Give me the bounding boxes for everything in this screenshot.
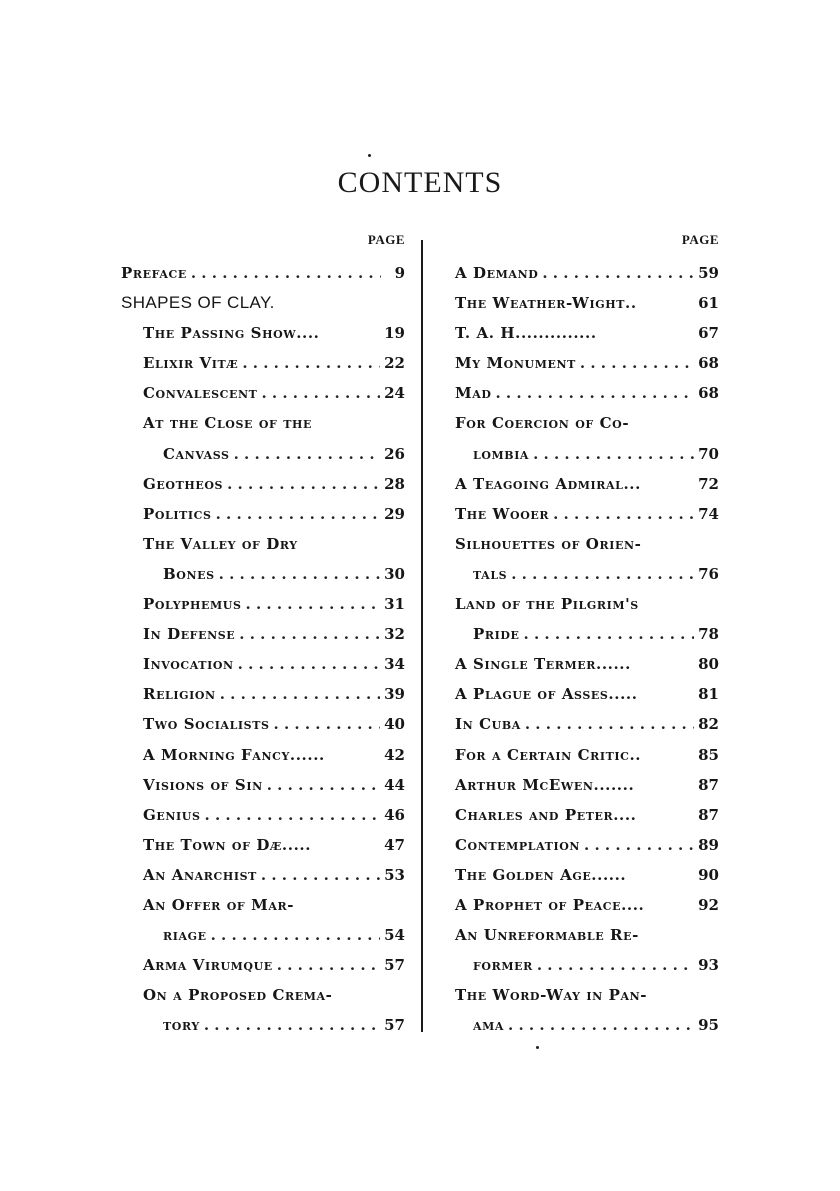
toc-entry <box>455 348 719 378</box>
toc-entry-page: 90 <box>698 865 719 884</box>
toc-entry <box>455 800 719 830</box>
dot-leader <box>525 709 694 739</box>
toc-entry-title: The Word-Way in Pan- <box>455 986 648 1005</box>
toc-entry <box>121 469 405 499</box>
dot-leader <box>277 950 380 980</box>
ornament-dot <box>536 1046 539 1049</box>
toc-entry-page: 46 <box>384 805 405 824</box>
dot-leader <box>204 1010 380 1040</box>
toc-entry-title: Mad <box>455 384 492 403</box>
toc-entry <box>121 499 405 529</box>
dot-leader <box>246 589 381 619</box>
toc-entry <box>121 318 405 348</box>
toc-entry-title: On a Proposed Crema- <box>143 986 333 1005</box>
toc-entry-title: An Anarchist <box>143 865 257 884</box>
toc-entry <box>455 499 719 529</box>
toc-entry-title: Preface <box>121 264 187 282</box>
dot-leader <box>261 378 380 408</box>
toc-entry-title: tals <box>473 564 508 583</box>
toc-entry-page: 19 <box>384 324 405 343</box>
toc-entry <box>455 980 719 1010</box>
toc-entry-page: 68 <box>698 384 719 403</box>
toc-entry-title: Arthur McEwen....... <box>455 775 635 794</box>
toc-entry-page: 76 <box>698 564 719 583</box>
toc-entry-title: A Teagoing Admiral... <box>455 474 641 493</box>
toc-entry-title: For a Certain Critic.. <box>455 745 642 764</box>
toc-entry <box>455 258 719 288</box>
toc-entry-page: 44 <box>384 775 405 794</box>
toc-entry-title: A Morning Fancy...... <box>143 745 325 764</box>
toc-entry-page: 34 <box>384 655 405 674</box>
toc-entry-page: 53 <box>384 865 405 884</box>
toc-entry <box>455 890 719 920</box>
toc-entry-title: riage <box>163 926 207 945</box>
toc-entry-page: 70 <box>698 444 719 463</box>
toc-entry-title: Visions of Sin <box>143 775 263 794</box>
dot-leader <box>234 439 381 469</box>
toc-entry-page: 92 <box>698 895 719 914</box>
page-column-label: PAGE <box>367 232 405 247</box>
toc-entry-title: In Cuba <box>455 715 521 734</box>
toc-entry-title: The Weather-Wight.. <box>455 294 637 313</box>
toc-entry-title: An Unreformable Re- <box>455 926 639 945</box>
toc-entry <box>121 980 405 1010</box>
toc-entry-title: A Prophet of Peace.... <box>455 895 645 914</box>
toc-entry-page: 72 <box>698 474 719 493</box>
dot-leader <box>584 830 694 860</box>
toc-entry-title: Convalescent <box>143 384 258 403</box>
toc-entry-title: former <box>473 956 533 975</box>
dot-leader <box>227 469 380 499</box>
toc-entry <box>121 1010 405 1040</box>
toc-entry-page: 87 <box>698 805 719 824</box>
toc-entry-page: 93 <box>698 956 719 975</box>
toc-entry <box>121 619 405 649</box>
toc-entry-title: Polyphemus <box>143 595 242 614</box>
toc-entry-page: 59 <box>698 264 719 282</box>
column-divider <box>421 240 423 1032</box>
toc-entry <box>121 890 405 920</box>
toc-entry-page: 89 <box>698 835 719 854</box>
toc-entry-title: Geotheos <box>143 474 224 493</box>
toc-entry <box>121 709 405 739</box>
toc-entry-page: 82 <box>698 715 719 734</box>
toc-entry <box>455 830 719 860</box>
toc-entry-title: Politics <box>143 504 212 523</box>
dot-leader <box>211 920 381 950</box>
toc-entry-page: 29 <box>384 504 405 523</box>
toc-entry <box>121 408 405 438</box>
toc-entry-page: 32 <box>384 625 405 644</box>
toc-entry-title: Contemplation <box>455 835 581 854</box>
toc-entry-title: The Valley of Dry <box>143 534 298 553</box>
toc-entry-page: 57 <box>384 1016 405 1035</box>
toc-entry-page: 67 <box>698 324 719 343</box>
ornament-dot <box>368 154 371 157</box>
toc-entry-page: 80 <box>698 655 719 674</box>
toc-entry-title: Elixir Vitæ <box>143 354 239 373</box>
toc-entry-page: 57 <box>384 956 405 975</box>
dot-leader <box>220 679 380 709</box>
dot-leader <box>267 770 380 800</box>
toc-entry-title: T. A. H.............. <box>455 324 597 343</box>
toc-entry <box>455 619 719 649</box>
toc-entry-page: 95 <box>698 1016 719 1035</box>
toc-entry-title: The Passing Show.... <box>143 324 320 343</box>
dot-leader <box>495 378 694 408</box>
toc-entry-title: The Town of Dæ..... <box>143 835 312 854</box>
toc-entry-page: 31 <box>384 595 405 614</box>
dot-leader <box>508 1010 694 1040</box>
toc-entry <box>121 920 405 950</box>
toc-entry <box>121 679 405 709</box>
toc-entry-page: 54 <box>384 926 405 945</box>
dot-leader <box>542 258 694 288</box>
toc-entry-title: Invocation <box>143 655 234 674</box>
toc-entry-title: The Wooer <box>455 504 550 523</box>
page-column-label: PAGE <box>681 232 719 247</box>
toc-entry <box>455 408 719 438</box>
toc-entry <box>455 920 719 950</box>
toc-entry-page: 40 <box>384 715 405 734</box>
toc-entry-title: Silhouettes of Orien- <box>455 534 642 553</box>
toc-entry-title: lombia <box>473 444 530 463</box>
toc-entry <box>455 439 719 469</box>
toc-entry-title: My Monument <box>455 354 576 373</box>
toc-entry <box>455 740 719 770</box>
toc-entry <box>455 679 719 709</box>
toc-entry <box>455 589 719 619</box>
toc-entry-page: 68 <box>698 354 719 373</box>
toc-entry-title: ama <box>473 1016 505 1035</box>
toc-entry <box>455 770 719 800</box>
dot-leader <box>580 348 694 378</box>
toc-entry <box>121 589 405 619</box>
dot-leader <box>274 709 381 739</box>
toc-entry <box>121 529 405 559</box>
dot-leader <box>238 649 380 679</box>
dot-leader <box>191 258 381 288</box>
toc-entry <box>121 740 405 770</box>
toc-list-left <box>121 258 405 1040</box>
dot-leader <box>537 950 694 980</box>
toc-entry-title: Genius <box>143 805 201 824</box>
dot-leader <box>216 499 381 529</box>
toc-entry-page: 85 <box>698 745 719 764</box>
toc-column-left <box>121 232 405 1040</box>
toc-entry-page: 30 <box>384 564 405 583</box>
toc-entry <box>121 830 405 860</box>
toc-entry <box>455 649 719 679</box>
toc-entry <box>455 288 719 318</box>
toc-entry-title: Charles and Peter.... <box>455 805 637 824</box>
toc-entry-page: 78 <box>698 625 719 644</box>
toc-entry <box>121 439 405 469</box>
toc-entry-title: Two Socialists <box>143 715 270 734</box>
toc-entry-title: A Single Termer...... <box>455 655 631 674</box>
toc-entry-title: Arma Virumque <box>143 956 273 975</box>
toc-entry-title: Pride <box>473 625 520 644</box>
toc-entry <box>121 770 405 800</box>
toc-entry <box>121 348 405 378</box>
toc-entry-page: 28 <box>384 474 405 493</box>
dot-leader <box>261 860 380 890</box>
toc-entry-page: 87 <box>698 775 719 794</box>
toc-entry <box>121 860 405 890</box>
toc-entry-page: 9 <box>394 264 405 282</box>
toc-entry-page: 61 <box>698 294 719 313</box>
toc-entry-title: In Defense <box>143 625 236 644</box>
dot-leader <box>553 499 694 529</box>
toc-entry-title: At the Close of the <box>143 414 313 433</box>
toc-entry-title: For Coercion of Co- <box>455 414 630 433</box>
toc-entry <box>455 950 719 980</box>
toc-entry-title: tory <box>163 1016 200 1035</box>
toc-entry-page: 81 <box>698 685 719 704</box>
toc-entry-title: A Plague of Asses..... <box>455 685 638 704</box>
toc-entry-title: SHAPES OF CLAY. <box>121 293 275 313</box>
toc-entry-title: An Offer of Mar- <box>143 895 295 914</box>
toc-entry-page: 42 <box>384 745 405 764</box>
toc-entry <box>121 288 405 318</box>
toc-entry <box>455 1010 719 1040</box>
dot-leader <box>239 619 380 649</box>
dot-leader <box>524 619 695 649</box>
toc-entry <box>121 950 405 980</box>
toc-entry <box>455 559 719 589</box>
page-title: CONTENTS <box>337 166 503 199</box>
toc-entry <box>455 529 719 559</box>
toc-entry-page: 47 <box>384 835 405 854</box>
toc-entry-page: 39 <box>384 685 405 704</box>
dot-leader <box>219 559 380 589</box>
toc-entry <box>121 559 405 589</box>
dot-leader <box>533 439 694 469</box>
dot-leader <box>205 800 381 830</box>
toc-column-right <box>455 232 719 1040</box>
dot-leader <box>242 348 380 378</box>
toc-entry <box>455 469 719 499</box>
toc-entry <box>455 378 719 408</box>
toc-entry <box>121 649 405 679</box>
toc-entry-page: 24 <box>384 384 405 403</box>
toc-entry-title: Bones <box>163 564 215 583</box>
toc-entry <box>121 378 405 408</box>
toc-entry <box>455 860 719 890</box>
toc-entry-page: 26 <box>384 444 405 463</box>
toc-entry-title: Land of the Pilgrim's <box>455 595 639 614</box>
toc-list-right <box>455 258 719 1040</box>
toc-entry-title: Canvass <box>163 444 230 463</box>
toc-entry-title: The Golden Age...... <box>455 865 627 884</box>
toc-entry-page: 22 <box>384 354 405 373</box>
toc-entry-page: 74 <box>698 504 719 523</box>
toc-entry-title: A Demand <box>455 264 539 282</box>
toc-entry <box>121 800 405 830</box>
toc-entry-title: Religion <box>143 685 216 704</box>
toc-entry <box>455 709 719 739</box>
toc-entry <box>121 258 405 288</box>
dot-leader <box>511 559 694 589</box>
toc-entry <box>455 318 719 348</box>
